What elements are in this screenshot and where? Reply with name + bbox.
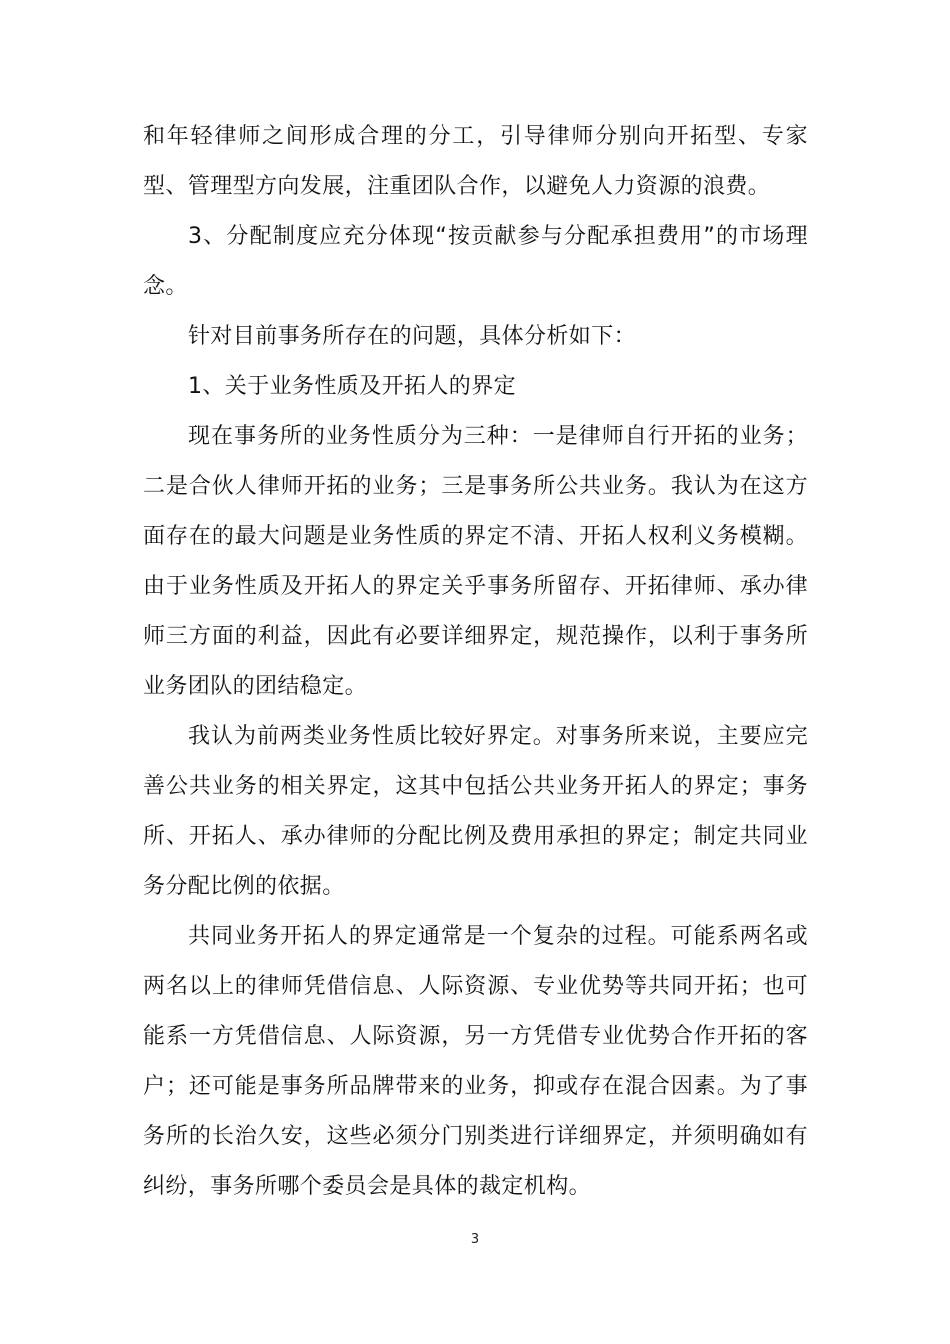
paragraph: 共同业务开拓人的界定通常是一个复杂的过程。可能系两名或两名以上的律师凭借信息、人际资源、专业优势等共同开拓；也可能系一方凭借信息、人际资源，另一方凭借专业优势合作开拓的客户；还可能是事务所品牌带来的业务，抑或存在混合因素。为了事务所的长治久安，这些必须分门别类进行详细界定，并须明确如有纠纷，事务所哪个委员会是具体的裁定机构。 bbox=[143, 924, 808, 1199]
paragraph: 我认为前两类业务性质比较好界定。对事务所来说，主要应完善公共业务的相关界定，这其中包括公共业务开拓人的界定；事务所、开拓人、承办律师的分配比例及费用承担的界定；制定共同业务分配比例的依据。 bbox=[143, 724, 808, 899]
paragraph: 和年轻律师之间形成合理的分工，引导律师分别向开拓型、专家型、管理型方向发展，注重团队合作，以避免人力资源的浪费。 bbox=[143, 124, 808, 199]
document-body bbox=[143, 112, 808, 1212]
page-number: 3 bbox=[470, 1232, 480, 1247]
section-heading: 1、关于业务性质及开拓人的界定 bbox=[188, 374, 516, 399]
paragraph: 现在事务所的业务性质分为三种：一是律师自行开拓的业务；二是合伙人律师开拓的业务；三是事务所公共业务。我认为在这方面存在的最大问题是业务性质的界定不清、开拓人权利义务模糊。由于业务性质及开拓人的界定关乎事务所留存、开拓律师、承办律师三方面的利益，因此有必要详细界定，规范操作，以利于事务所业务团队的团结稳定。 bbox=[143, 424, 808, 699]
paragraph: 针对目前事务所存在的问题，具体分析如下： bbox=[188, 324, 637, 349]
paragraph: 3、分配制度应充分体现“按贡献参与分配承担费用”的市场理念。 bbox=[143, 224, 808, 299]
